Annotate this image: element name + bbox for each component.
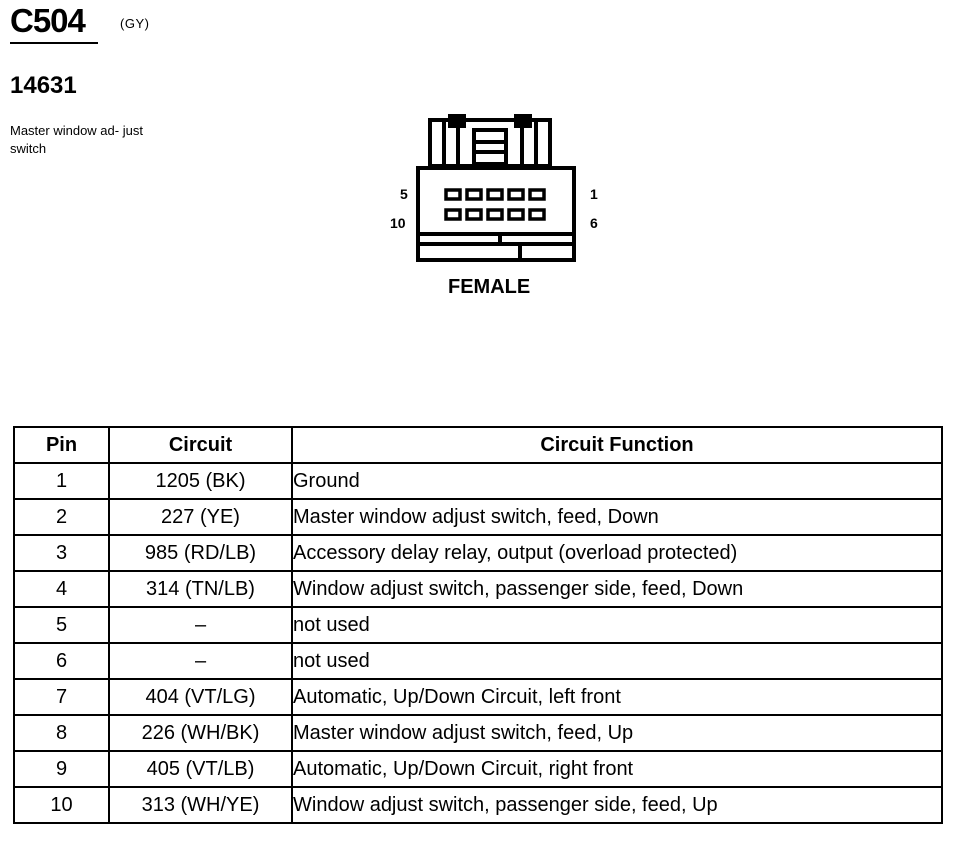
pin-cavities-top-row bbox=[446, 190, 544, 199]
pin-cell: 4 bbox=[14, 571, 109, 607]
pin-label-5: 5 bbox=[400, 186, 408, 202]
circuit-cell: 314 (TN/LB) bbox=[109, 571, 292, 607]
circuit-cell: 404 (VT/LG) bbox=[109, 679, 292, 715]
pinout-table bbox=[13, 426, 943, 824]
function-cell: Automatic, Up/Down Circuit, left front bbox=[292, 679, 942, 715]
function-cell: Master window adjust switch, feed, Down bbox=[292, 499, 942, 535]
circuit-cell: 985 (RD/LB) bbox=[109, 535, 292, 571]
function-cell: not used bbox=[292, 643, 942, 679]
color-code: (GY) bbox=[120, 16, 150, 31]
table-row bbox=[14, 679, 942, 715]
pin-cell: 9 bbox=[14, 751, 109, 787]
table-row bbox=[14, 607, 942, 643]
header-circuit: Circuit bbox=[109, 427, 292, 463]
function-cell: Ground bbox=[292, 463, 942, 499]
pin-cavities-bottom-row bbox=[446, 210, 544, 219]
circuit-cell: 226 (WH/BK) bbox=[109, 715, 292, 751]
circuit-cell: 313 (WH/YE) bbox=[109, 787, 292, 823]
function-cell: Automatic, Up/Down Circuit, right front bbox=[292, 751, 942, 787]
pin-label-6: 6 bbox=[590, 215, 598, 231]
circuit-cell: 227 (YE) bbox=[109, 499, 292, 535]
circuit-cell: – bbox=[109, 607, 292, 643]
table-row bbox=[14, 499, 942, 535]
table-row bbox=[14, 643, 942, 679]
pin-label-10: 10 bbox=[390, 215, 406, 231]
pin-cell: 6 bbox=[14, 643, 109, 679]
connector-latch bbox=[430, 116, 550, 166]
connector-face-diagram bbox=[380, 112, 620, 272]
connector-body bbox=[418, 168, 574, 260]
part-number: 14631 bbox=[10, 72, 77, 99]
circuit-cell: 1205 (BK) bbox=[109, 463, 292, 499]
table-row bbox=[14, 751, 942, 787]
connector-id: C504 bbox=[10, 2, 85, 39]
function-cell: not used bbox=[292, 607, 942, 643]
part-description: Master window ad- just switch bbox=[10, 123, 143, 156]
function-cell: Accessory delay relay, output (overload protected) bbox=[292, 535, 942, 571]
pin-label-1: 1 bbox=[590, 186, 598, 202]
connector-id-underline bbox=[10, 42, 98, 44]
table-row bbox=[14, 787, 942, 823]
table-row bbox=[14, 571, 942, 607]
function-cell: Master window adjust switch, feed, Up bbox=[292, 715, 942, 751]
function-cell: Window adjust switch, passenger side, feed, Up bbox=[292, 787, 942, 823]
function-cell: Window adjust switch, passenger side, feed, Down bbox=[292, 571, 942, 607]
table-header-row bbox=[14, 427, 942, 463]
pin-cell: 5 bbox=[14, 607, 109, 643]
table-row bbox=[14, 715, 942, 751]
connector-gender-label: FEMALE bbox=[448, 276, 531, 298]
pin-cell: 10 bbox=[14, 787, 109, 823]
pin-cell: 2 bbox=[14, 499, 109, 535]
header-pin: Pin bbox=[14, 427, 109, 463]
header-circuit-function: Circuit Function bbox=[292, 427, 942, 463]
pin-cell: 7 bbox=[14, 679, 109, 715]
pin-cell: 3 bbox=[14, 535, 109, 571]
table-row bbox=[14, 463, 942, 499]
pin-cell: 1 bbox=[14, 463, 109, 499]
pin-cell: 8 bbox=[14, 715, 109, 751]
table-row bbox=[14, 535, 942, 571]
circuit-cell: – bbox=[109, 643, 292, 679]
circuit-cell: 405 (VT/LB) bbox=[109, 751, 292, 787]
